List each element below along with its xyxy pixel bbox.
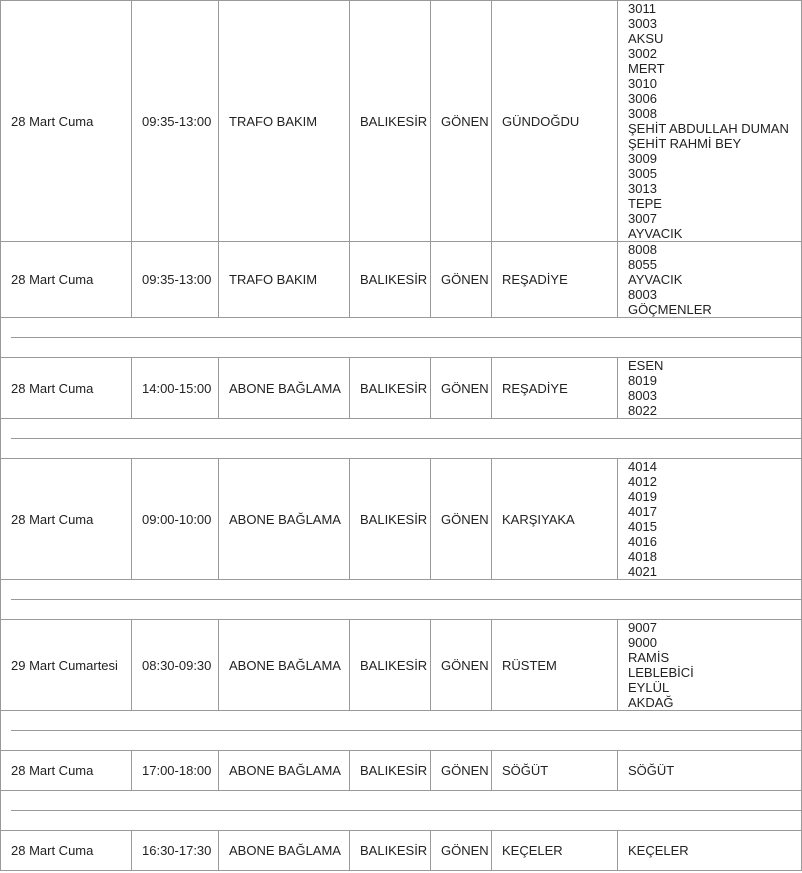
table-row (1, 459, 802, 580)
street-item: 4019 (628, 489, 657, 504)
city-cell: BALIKESİR (350, 620, 431, 711)
street-item: 3002 (628, 46, 657, 61)
street-item: 4015 (628, 519, 657, 534)
streets-cell (618, 831, 802, 871)
street-item: ŞEHİT RAHMİ BEY (628, 136, 742, 151)
city-cell: BALIKESİR (350, 1, 431, 242)
street-item: KEÇELER (628, 843, 689, 858)
street-item: TEPE (628, 196, 662, 211)
neighborhood-cell: SÖĞÜT (492, 751, 618, 791)
table-row (1, 358, 802, 419)
street-item: 9000 (628, 635, 657, 650)
street-item: 4021 (628, 564, 657, 579)
separator-row (1, 711, 802, 751)
street-item: GÖÇMENLER (628, 302, 712, 317)
city-cell: BALIKESİR (350, 459, 431, 580)
separator-row (1, 580, 802, 620)
time-cell: 14:00-15:00 (132, 358, 219, 419)
street-item: 8003 (628, 287, 657, 302)
separator-cell (1, 580, 802, 620)
separator-row (1, 419, 802, 459)
district-cell: GÖNEN (431, 459, 492, 580)
street-item: 8022 (628, 403, 657, 418)
type-cell: TRAFO BAKIM (219, 242, 350, 318)
streets-cell (618, 1, 802, 242)
district-cell: GÖNEN (431, 358, 492, 419)
outage-table-body (1, 1, 802, 871)
time-cell: 08:30-09:30 (132, 620, 219, 711)
date-cell: 28 Mart Cuma (1, 459, 132, 580)
date-cell: 28 Mart Cuma (1, 751, 132, 791)
city-cell: BALIKESİR (350, 242, 431, 318)
neighborhood-cell: REŞADİYE (492, 358, 618, 419)
street-item: ESEN (628, 358, 664, 373)
separator-cell (1, 711, 802, 751)
street-item: MERT (628, 61, 665, 76)
street-item: 3013 (628, 181, 657, 196)
street-item: 8019 (628, 373, 657, 388)
streets-cell (618, 242, 802, 318)
neighborhood-cell: KARŞIYAKA (492, 459, 618, 580)
street-item: AKDAĞ (628, 695, 674, 710)
street-item: 8055 (628, 257, 657, 272)
neighborhood-cell: REŞADİYE (492, 242, 618, 318)
neighborhood-cell: GÜNDOĞDU (492, 1, 618, 242)
street-item: LEBLEBİCİ (628, 665, 694, 680)
street-item: SÖĞÜT (628, 763, 675, 778)
streets-cell (618, 358, 802, 419)
district-cell: GÖNEN (431, 620, 492, 711)
date-cell: 28 Mart Cuma (1, 242, 132, 318)
street-item: AYVACIK (628, 272, 683, 287)
district-cell: GÖNEN (431, 831, 492, 871)
neighborhood-cell: KEÇELER (492, 831, 618, 871)
street-item: 9007 (628, 620, 657, 635)
time-cell: 16:30-17:30 (132, 831, 219, 871)
streets-cell (618, 459, 802, 580)
neighborhood-cell: RÜSTEM (492, 620, 618, 711)
date-cell: 28 Mart Cuma (1, 1, 132, 242)
street-item: EYLÜL (628, 680, 670, 695)
street-item: 4014 (628, 459, 657, 474)
type-cell: ABONE BAĞLAMA (219, 459, 350, 580)
streets-cell (618, 620, 802, 711)
time-cell: 17:00-18:00 (132, 751, 219, 791)
street-item: 4016 (628, 534, 657, 549)
street-item: 4017 (628, 504, 657, 519)
date-cell: 28 Mart Cuma (1, 358, 132, 419)
separator-line (11, 337, 801, 338)
date-cell: 29 Mart Cumartesi (1, 620, 132, 711)
date-cell: 28 Mart Cuma (1, 831, 132, 871)
separator-row (1, 318, 802, 358)
city-cell: BALIKESİR (350, 751, 431, 791)
street-item: 3005 (628, 166, 657, 181)
street-item: 8008 (628, 242, 657, 257)
separator-line (11, 730, 801, 731)
separator-row (1, 791, 802, 831)
street-item: 4018 (628, 549, 657, 564)
streets-cell (618, 751, 802, 791)
city-cell: BALIKESİR (350, 358, 431, 419)
city-cell: BALIKESİR (350, 831, 431, 871)
street-item: 3007 (628, 211, 657, 226)
table-row (1, 620, 802, 711)
table-row (1, 751, 802, 791)
street-item: AYVACIK (628, 226, 683, 241)
table-row (1, 242, 802, 318)
type-cell: ABONE BAĞLAMA (219, 831, 350, 871)
separator-cell (1, 318, 802, 358)
separator-line (11, 599, 801, 600)
street-item: 3006 (628, 91, 657, 106)
type-cell: ABONE BAĞLAMA (219, 620, 350, 711)
street-item: 3011 (628, 1, 656, 16)
street-item: 4012 (628, 474, 657, 489)
type-cell: ABONE BAĞLAMA (219, 751, 350, 791)
street-item: 3008 (628, 106, 657, 121)
separator-cell (1, 419, 802, 459)
street-item: AKSU (628, 31, 664, 46)
table-row (1, 1, 802, 242)
district-cell: GÖNEN (431, 1, 492, 242)
district-cell: GÖNEN (431, 751, 492, 791)
time-cell: 09:00-10:00 (132, 459, 219, 580)
type-cell: ABONE BAĞLAMA (219, 358, 350, 419)
separator-line (11, 438, 801, 439)
district-cell: GÖNEN (431, 242, 492, 318)
street-item: RAMİS (628, 650, 670, 665)
time-cell: 09:35-13:00 (132, 1, 219, 242)
street-item: ŞEHİT ABDULLAH DUMAN (628, 121, 789, 136)
separator-line (11, 810, 801, 811)
street-item: 3010 (628, 76, 657, 91)
separator-cell (1, 791, 802, 831)
time-cell: 09:35-13:00 (132, 242, 219, 318)
type-cell: TRAFO BAKIM (219, 1, 350, 242)
street-item: 8003 (628, 388, 657, 403)
table-row (1, 831, 802, 871)
street-item: 3003 (628, 16, 657, 31)
street-item: 3009 (628, 151, 657, 166)
